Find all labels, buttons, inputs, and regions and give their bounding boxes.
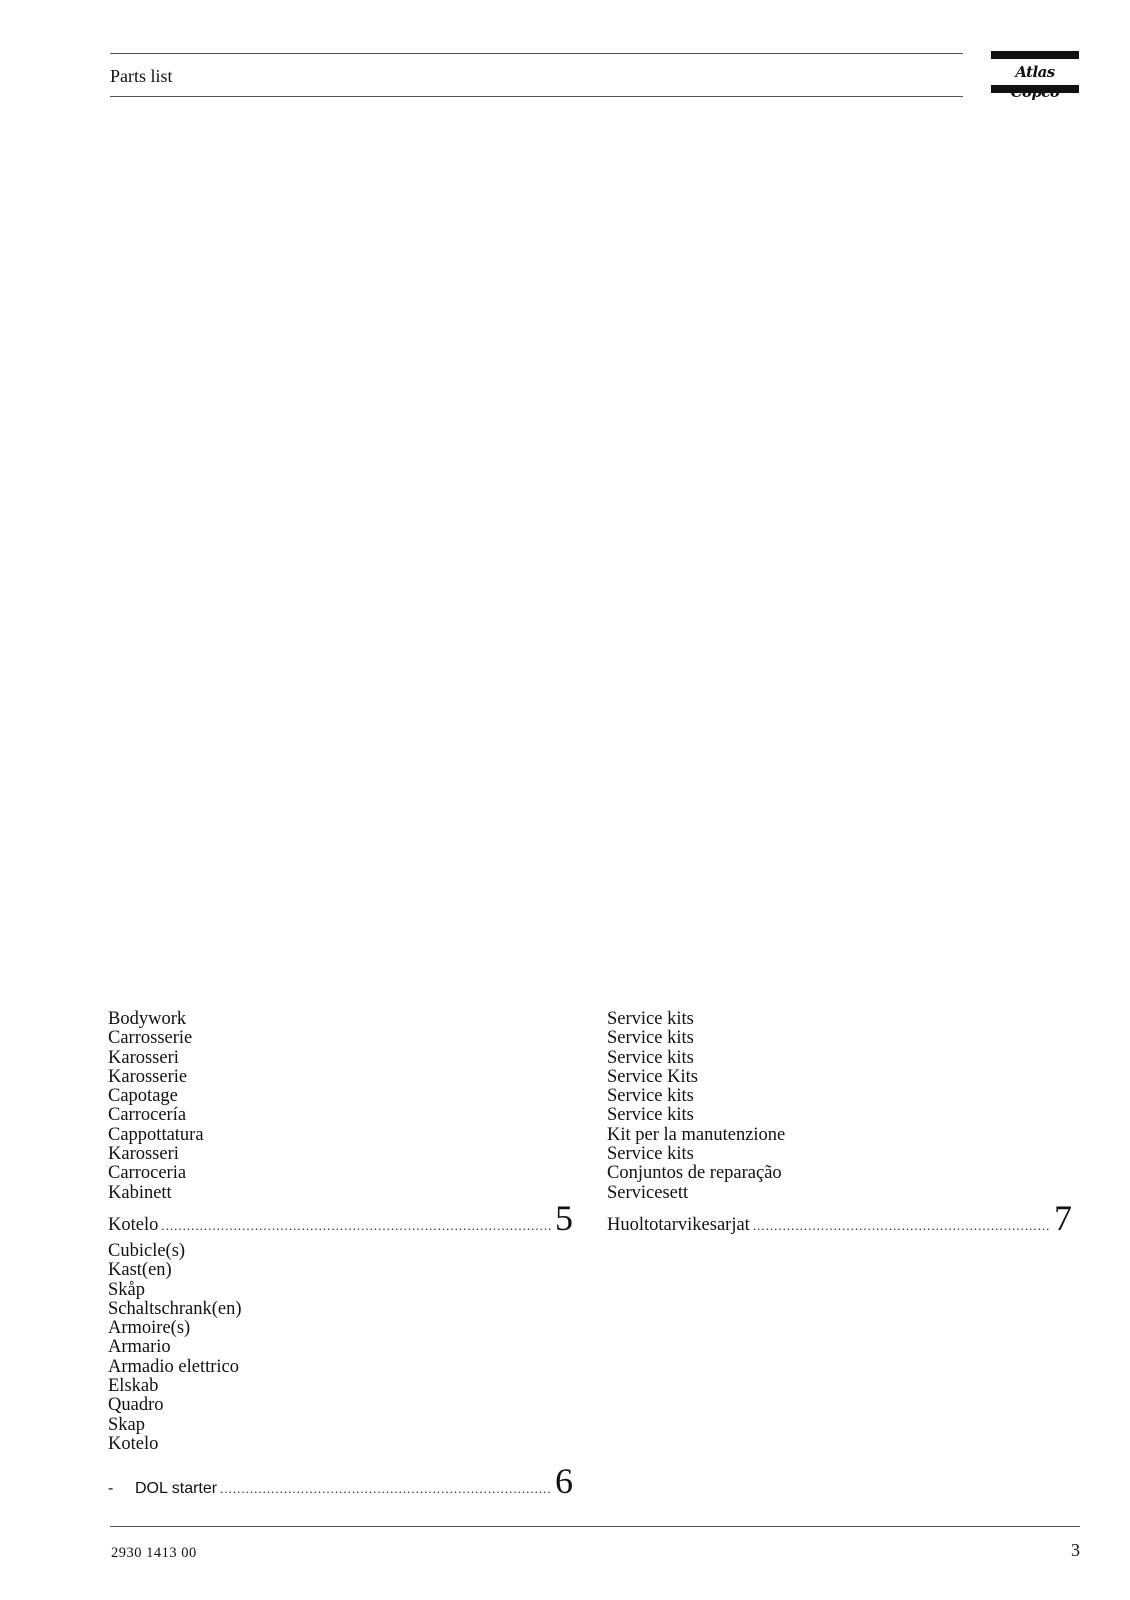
section-cubicles bbox=[108, 1241, 573, 1502]
section-line: Karosseri bbox=[108, 1047, 179, 1068]
logo-bar-top bbox=[991, 51, 1079, 59]
section-line: Capotage bbox=[108, 1086, 178, 1107]
toc-page-number: 6 bbox=[555, 1461, 573, 1502]
logo-wordmark: Atlas bbox=[1015, 63, 1055, 81]
section-line: Carroceria bbox=[108, 1163, 187, 1184]
section-line: Kit per la manutenzione bbox=[607, 1124, 786, 1145]
section-line: Elskab bbox=[108, 1376, 159, 1397]
section-line: Conjuntos de reparação bbox=[607, 1163, 782, 1184]
section-line: Kotelo bbox=[108, 1433, 159, 1454]
section-line: Armadio elettrico bbox=[108, 1356, 239, 1377]
toc-entry-bullet: - bbox=[108, 1480, 114, 1498]
section-line: Quadro bbox=[108, 1395, 164, 1416]
section-line: Armario bbox=[108, 1337, 171, 1358]
toc-page-number: 5 bbox=[555, 1197, 573, 1238]
toc-entry-label: Huoltotarvikesarjat bbox=[607, 1214, 750, 1235]
logo-bar-bottom bbox=[991, 85, 1079, 93]
section-line: Carrosserie bbox=[108, 1028, 193, 1049]
section-line: Service kits bbox=[607, 1009, 694, 1029]
document-number: 2930 1413 00 bbox=[111, 1545, 197, 1561]
toc-entry-label: Kotelo bbox=[108, 1214, 159, 1235]
section-bodywork bbox=[108, 1009, 573, 1238]
page-title: Parts list bbox=[110, 66, 173, 86]
section-line: Bodywork bbox=[108, 1009, 187, 1029]
header-bottom-rule bbox=[110, 96, 963, 97]
toc-entry-label: DOL starter bbox=[135, 1480, 218, 1498]
section-line: Service kits bbox=[607, 1105, 694, 1126]
section-line: Skap bbox=[108, 1414, 145, 1435]
atlas-copco-logo bbox=[991, 51, 1079, 93]
section-line: Karosserie bbox=[108, 1066, 188, 1087]
header-top-rule bbox=[110, 53, 963, 54]
footer-rule bbox=[110, 1526, 1080, 1527]
section-line: Karosseri bbox=[108, 1144, 179, 1165]
page-number: 3 bbox=[1071, 1540, 1080, 1560]
section-line: Schaltschrank(en) bbox=[108, 1298, 242, 1319]
section-line: Service kits bbox=[607, 1047, 694, 1068]
section-line: Service Kits bbox=[607, 1066, 698, 1087]
section-line: Service kits bbox=[607, 1086, 694, 1107]
section-line: Service kits bbox=[607, 1028, 694, 1049]
section-line: Kabinett bbox=[108, 1182, 172, 1203]
toc-page-number: 7 bbox=[1054, 1197, 1072, 1238]
toc-entry-dol-starter[interactable] bbox=[108, 1461, 573, 1502]
section-line: Carrocería bbox=[108, 1105, 187, 1126]
section-service-kits bbox=[607, 1009, 1072, 1238]
section-line: Skåp bbox=[108, 1279, 145, 1300]
section-line: Cappottatura bbox=[108, 1124, 204, 1145]
section-line: Servicesett bbox=[607, 1182, 689, 1203]
dot-leader bbox=[753, 1216, 1051, 1235]
section-line: Cubicle(s) bbox=[108, 1241, 186, 1261]
toc-entry-bodywork[interactable] bbox=[108, 1197, 573, 1238]
section-line: Armoire(s) bbox=[108, 1318, 191, 1339]
dot-leader bbox=[220, 1479, 552, 1498]
section-line: Kast(en) bbox=[108, 1260, 172, 1281]
dot-leader bbox=[161, 1216, 552, 1235]
section-line: Service kits bbox=[607, 1144, 694, 1165]
toc-entry-service-kits[interactable] bbox=[607, 1197, 1072, 1238]
